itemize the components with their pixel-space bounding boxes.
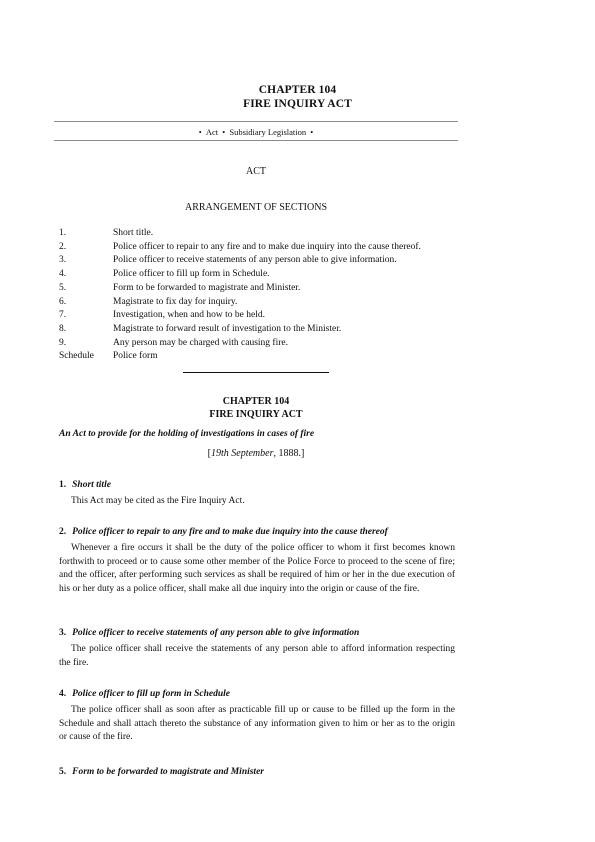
section-3: [59, 628, 455, 670]
section-body: The police officer shall as soon after as practicable fill up or cause to be filled up the form in the Schedule and shall attach thereto the substance of any information given to him or her as to the origin or cause of the fire.: [59, 705, 455, 743]
arrangement-text: Magistrate to fix day for inquiry.: [113, 296, 238, 307]
arrangement-text: Police officer to receive statements of any person able to give information.: [113, 255, 397, 266]
arrangement-text: Form to be forwarded to magistrate and Minister.: [113, 282, 301, 293]
arrangement-number: Schedule: [59, 351, 94, 362]
arrangement-item: [59, 337, 459, 351]
arrangement-text: Any person may be charged with causing fire.: [113, 337, 288, 348]
date-year: , 1888.]: [273, 448, 305, 459]
nav-bullet: •: [222, 127, 226, 137]
section-body: Whenever a fire occurs it shall be the duty of the police officer to whom it first becomes known forthwith to proceed or to cause some other member of the Police Force to proceed to the scene of fire; and the officer, after performing such services as shall be required of him or her in the due execution of his or her duty as a police officer, shall make all due inquiry into the origin or cause of the fire.: [59, 543, 455, 595]
enactment-date: [0, 448, 512, 459]
arrangement-list: [59, 227, 459, 364]
section-2: [59, 527, 455, 597]
arrangement-heading: ARRANGEMENT OF SECTIONS: [184, 202, 328, 213]
arrangement-text: Police form: [113, 351, 158, 362]
arrangement-number: 1.: [59, 228, 67, 238]
arrangement-number: 7.: [59, 310, 67, 321]
section-1: [59, 480, 455, 509]
arrangement-item: [59, 227, 459, 241]
section-4: [59, 689, 455, 745]
arrangement-text: Short title.: [113, 228, 154, 238]
arrangement-number: 9.: [59, 337, 67, 348]
section-heading: [59, 628, 455, 638]
section-heading-text: Police officer to repair to any fire and to make due inquiry into the cause thereof: [72, 527, 388, 537]
section-number: 2.: [59, 527, 67, 537]
arrangement-text: Investigation, when and how to be held.: [113, 310, 265, 321]
act-heading: ACT: [246, 166, 266, 177]
nav-top-rule: [54, 121, 458, 122]
section-heading: [59, 767, 455, 777]
section-heading: [59, 527, 455, 537]
section-number: 3.: [59, 628, 67, 638]
arrangement-text: Police officer to fill up form in Schedule.: [113, 269, 270, 280]
body-act-title: FIRE INQUIRY ACT: [209, 409, 303, 420]
section-number: 5.: [59, 767, 67, 777]
arrangement-number: 4.: [59, 269, 67, 280]
section-number: 4.: [59, 689, 67, 699]
arrangement-item: [59, 241, 459, 255]
arrangement-item: [59, 254, 459, 268]
arrangement-item: [59, 309, 459, 323]
act-title: FIRE INQUIRY ACT: [243, 98, 352, 110]
arrangement-item: [59, 350, 459, 364]
arrangement-item: [59, 323, 459, 337]
arrangement-number: 5.: [59, 282, 67, 293]
arrangement-item: [59, 282, 459, 296]
section-number: 1.: [59, 480, 67, 490]
nav-bullet: •: [310, 127, 314, 137]
arrangement-number: 8.: [59, 323, 67, 334]
arrangement-item: [59, 268, 459, 282]
arrangement-number: 6.: [59, 296, 67, 307]
arrangement-text: Magistrate to forward result of investigation to the Minister.: [113, 323, 342, 334]
legislation-nav: [0, 127, 512, 137]
body-chapter-title: CHAPTER 104: [222, 396, 290, 407]
arrangement-item: [59, 296, 459, 310]
long-title: An Act to provide for the holding of investigations in cases of fire: [59, 429, 315, 439]
section-heading: [59, 480, 455, 490]
chapter-title: CHAPTER 104: [258, 84, 337, 96]
nav-act-link[interactable]: Act: [205, 127, 219, 137]
section-divider: [183, 372, 329, 373]
section-heading-text: Short title: [72, 480, 111, 490]
section-heading-text: Form to be forwarded to magistrate and Minister: [72, 767, 264, 777]
nav-bottom-rule: [54, 140, 458, 141]
section-body: This Act may be cited as the Fire Inquiry Act.: [71, 496, 245, 506]
arrangement-text: Police officer to repair to any fire and to make due inquiry into the cause thereof.: [113, 241, 421, 252]
arrangement-number: 2.: [59, 241, 67, 252]
date-day-month: 19th September: [211, 448, 274, 459]
nav-bullet: •: [198, 127, 202, 137]
section-body: The police officer shall receive the statements of any person able to afford information respecting the fire.: [59, 644, 455, 668]
section-heading-text: Police officer to receive statements of any person able to give information: [72, 628, 360, 638]
nav-subsidiary-link[interactable]: Subsidiary Legislation: [229, 127, 307, 137]
arrangement-number: 3.: [59, 255, 67, 266]
date-open-bracket: [: [207, 448, 211, 459]
section-5: [59, 767, 455, 782]
section-heading-text: Police officer to fill up form in Schedule: [72, 689, 231, 699]
section-heading: [59, 689, 455, 699]
